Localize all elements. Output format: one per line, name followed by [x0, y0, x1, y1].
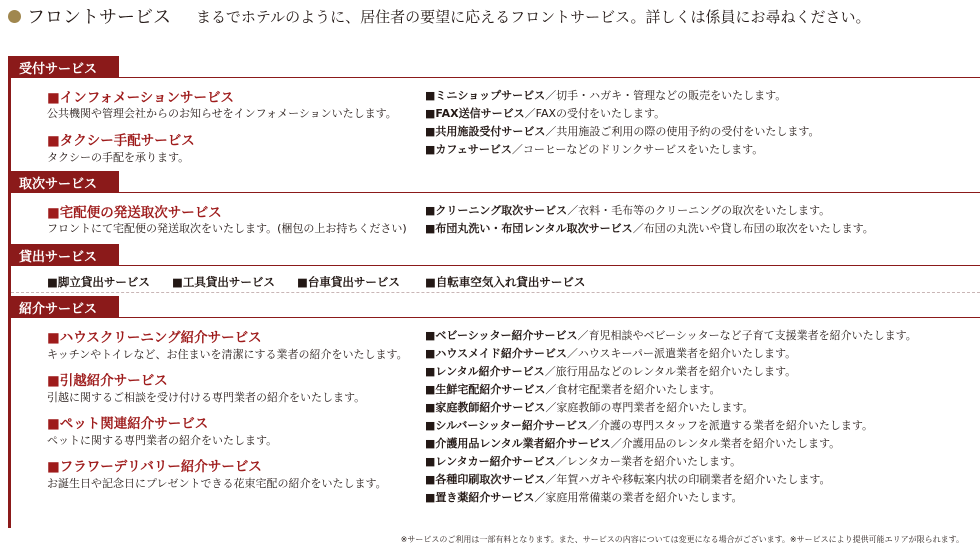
service-desc-delivery: フロントにて宅配便の発送取次をいたします。(梱包の上お持ちください) — [47, 222, 407, 235]
service-title-information: ■インフォメーションサービス — [47, 90, 235, 106]
service-line-minishop: ■ミニショップサービス／切手・ハガキ・管理などの販売をいたします。 — [425, 89, 787, 102]
service-title-delivery: ■宅配便の発送取次サービス — [47, 205, 222, 221]
service-line-rental: ■レンタル紹介サービス／旅行用品などのレンタル業者を紹介いたします。 — [425, 365, 797, 378]
service-line-silver-sitter: ■シルバーシッター紹介サービス／介護の専門スタッフを派遣する業者を紹介いたします。 — [425, 419, 874, 432]
service-line-care-rental: ■介護用品レンタル業者紹介サービス／介護用品のレンタル業者を紹介いたします。 — [425, 437, 841, 450]
service-desc-taxi: タクシーの手配を承ります。 — [47, 151, 190, 164]
section-rule-reception — [116, 77, 980, 78]
service-title-house-cleaning: ■ハウスクリーニング紹介サービス — [47, 330, 262, 346]
page-title: フロントサービス — [27, 7, 171, 28]
rental-item-tools: ■工具貸出サービス — [172, 275, 275, 289]
page-header — [8, 4, 171, 28]
service-line-cleaning: ■クリーニング取次サービス／衣料・毛布等のクリーニングの取次をいたします。 — [425, 204, 831, 217]
service-title-pet: ■ペット関連紹介サービス — [47, 416, 209, 432]
service-line-futon: ■布団丸洗い・布団レンタル取次サービス／布団の丸洗いや貸し布団の取次をいたします。 — [425, 222, 874, 235]
service-desc-moving: 引越に関するご相談を受け付ける専門業者の紹介をいたします。 — [47, 391, 366, 404]
page-description: まるでホテルのように、居住者の要望に応えるフロントサービス。詳しくは係員にお尋ねください。 — [196, 8, 871, 26]
service-line-fresh-food: ■生鮮宅配紹介サービス／食材宅配業者を紹介いたします。 — [425, 383, 721, 396]
section-divider — [11, 292, 980, 293]
bullet-dot-icon — [8, 10, 21, 23]
rental-item-bicycle-pump: ■自転車空気入れ貸出サービス — [425, 275, 586, 289]
service-line-printing: ■各種印刷取次サービス／年賀ハガキや移転案内状の印刷業者を紹介いたします。 — [425, 473, 831, 486]
rental-item-cart: ■台車貸出サービス — [297, 275, 400, 289]
service-title-taxi: ■タクシー手配サービス — [47, 133, 195, 149]
service-title-moving: ■引越紹介サービス — [47, 373, 168, 389]
service-line-tutor: ■家庭教師紹介サービス／家庭教師の専門業者を紹介いたします。 — [425, 401, 754, 414]
section-rule-rental — [116, 265, 980, 266]
service-desc-flower: お誕生日や記念日にプレゼントできる花束宅配の紹介をいたします。 — [47, 477, 387, 490]
service-desc-house-cleaning: キッチンやトイレなど、お住まいを清潔にする業者の紹介をいたします。 — [47, 348, 408, 361]
footnote: ※サービスのご利用は一部有料となります。また、サービスの内容については変更になる場合がございます。※サービスにより提供可能エリアが限られます。 — [400, 535, 964, 544]
service-line-babysitter: ■ベビーシッター紹介サービス／育児相談やベビーシッターなど子育て支援業者を紹介いたします。 — [425, 329, 917, 342]
service-line-fax: ■FAX送信サービス／FAXの受付をいたします。 — [425, 107, 666, 120]
service-line-rent-a-car: ■レンタカー紹介サービス／レンタカー業者を紹介いたします。 — [425, 455, 742, 468]
service-desc-information: 公共機関や管理会社からのお知らせをインフォメーションいたします。 — [47, 107, 397, 120]
section-label-rental: 貸出サービス — [8, 244, 119, 266]
section-rule-relay — [116, 192, 980, 193]
section-label-referral: 紹介サービス — [8, 296, 119, 318]
service-line-facility: ■共用施設受付サービス／共用施設ご利用の際の使用予約の受付をいたします。 — [425, 125, 820, 138]
section-rule-referral — [116, 317, 980, 318]
section-label-reception: 受付サービス — [8, 56, 119, 78]
service-title-flower: ■フラワーデリバリー紹介サービス — [47, 459, 262, 475]
service-desc-pet: ペットに関する専門業者の紹介をいたします。 — [47, 434, 278, 447]
service-line-medicine: ■置き薬紹介サービス／家庭用常備薬の業者を紹介いたします。 — [425, 491, 743, 504]
service-line-cafe: ■カフェサービス／コーヒーなどのドリンクサービスをいたします。 — [425, 143, 764, 156]
service-line-housemaid: ■ハウスメイド紹介サービス／ハウスキーパー派遣業者を紹介いたします。 — [425, 347, 797, 360]
section-label-relay: 取次サービス — [8, 171, 119, 193]
rental-item-ladder: ■脚立貸出サービス — [47, 275, 150, 289]
